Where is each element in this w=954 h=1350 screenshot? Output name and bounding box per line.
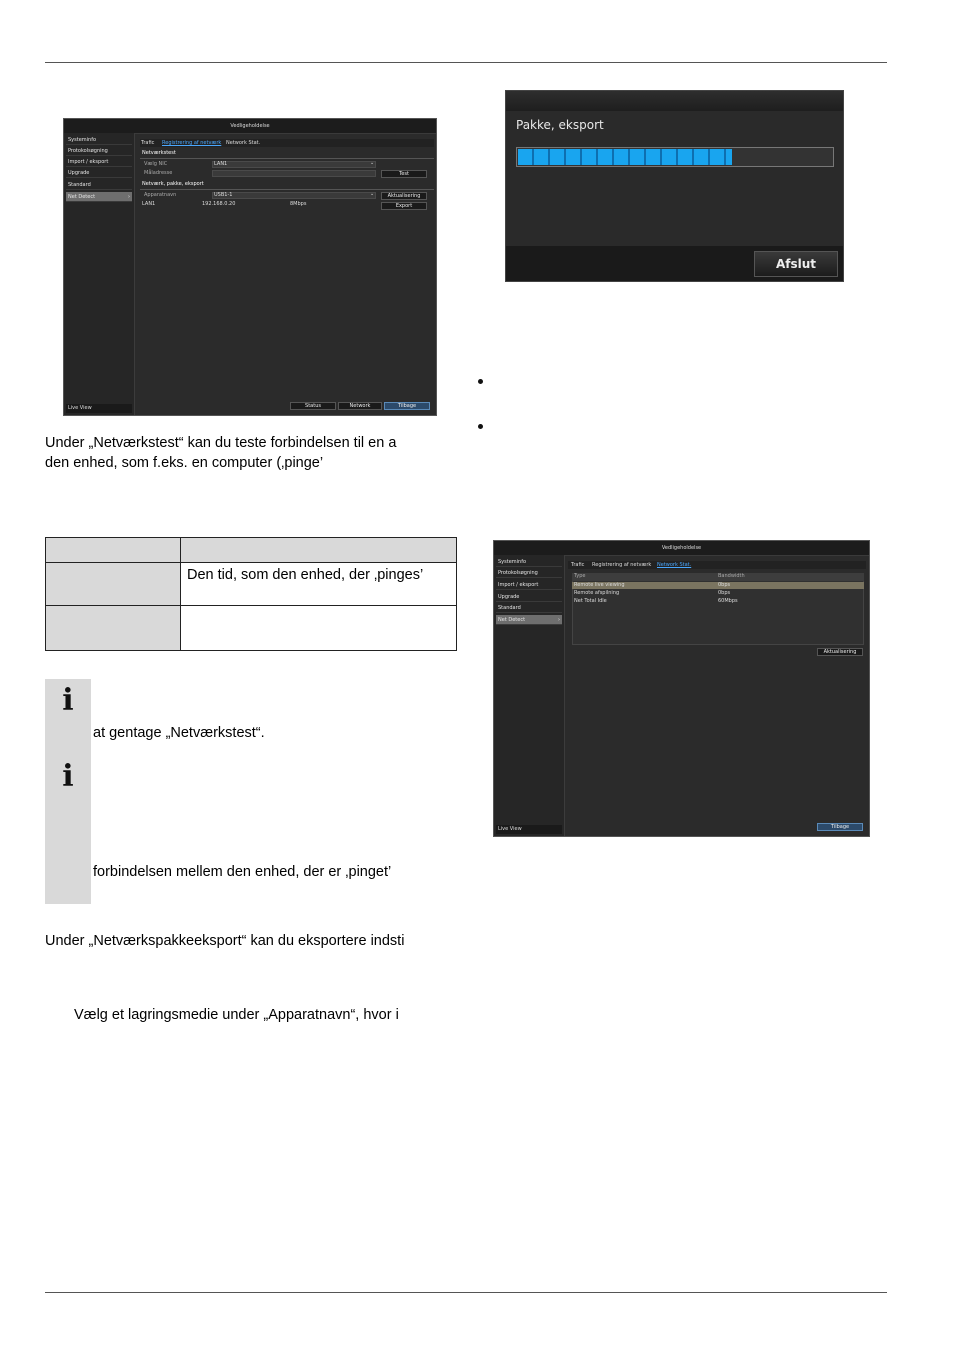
sidebar xyxy=(494,555,565,836)
bullet-dot xyxy=(478,424,483,429)
progress-bar xyxy=(516,147,834,167)
sidebar-item-net-detect[interactable] xyxy=(66,192,132,202)
sidebar-item-upgrade[interactable]: Upgrade xyxy=(66,168,132,178)
sidebar-item-standard[interactable]: Standard xyxy=(66,180,132,190)
progress-fill xyxy=(518,149,732,165)
paragraph-vaelg: Vælg et lagringsmedie under „Apparatnavn“, hvor i xyxy=(74,1007,399,1023)
nic-value: LAN1 xyxy=(214,161,228,167)
tab-network-stat[interactable]: Network Stat. xyxy=(657,562,692,568)
paragraph-netvaerkstest-line1: Under „Netværkstest“ kan du teste forbindelsen til en a xyxy=(45,435,397,451)
label-nic: Vælg NIC xyxy=(144,161,168,167)
lan-name: LAN1 xyxy=(142,201,156,207)
screenshot-network-stat xyxy=(493,540,870,837)
lan-ip: 192.168.0.20 xyxy=(202,201,236,207)
table-row-type[interactable]: Remote afspilning xyxy=(574,590,620,596)
network-button[interactable]: Network xyxy=(338,402,382,410)
afslut-button[interactable]: Afslut xyxy=(754,251,838,277)
table-row-bandwidth: 0bps xyxy=(718,582,731,588)
tab-trafic[interactable]: Trafic xyxy=(571,562,585,568)
sidebar xyxy=(64,133,135,415)
divider xyxy=(140,189,434,190)
footer-rule xyxy=(45,1292,887,1293)
table-value-cell: Den tid, som den enhed, der ‚pinges’ xyxy=(181,563,457,606)
table-label-cell xyxy=(46,563,181,606)
dialog-title: Pakke, eksport xyxy=(516,118,604,132)
refresh-button[interactable]: Aktualisering xyxy=(817,648,863,656)
live-view-button[interactable]: Live View xyxy=(496,825,562,834)
table-row-bandwidth: 60Mbps xyxy=(718,598,738,604)
sidebar-item-net-detect[interactable] xyxy=(496,615,562,625)
note1-text: at gentage „Netværkstest“. xyxy=(93,725,265,741)
sidebar-item-import-eksport[interactable]: Import / eksport xyxy=(496,580,562,590)
label-device: Apparatnavn xyxy=(144,192,177,198)
target-address-input[interactable] xyxy=(212,170,376,177)
status-button[interactable]: Status xyxy=(290,402,336,410)
tab-network-stat[interactable]: Network Stat. xyxy=(226,140,261,146)
refresh-button[interactable]: Aktualisering xyxy=(381,192,427,200)
window-title: Vedligeholdelse xyxy=(64,119,436,134)
table-header-cell xyxy=(181,538,457,563)
chevron-down-icon: ⌄ xyxy=(370,191,375,197)
device-select[interactable] xyxy=(212,192,376,199)
window-title: Vedligeholdelse xyxy=(494,541,869,556)
sidebar-item-systeminfo[interactable]: Systeminfo xyxy=(496,557,562,567)
section-netvaerkstest: Netværkstest xyxy=(142,150,176,156)
sidebar-item-import-eksport[interactable]: Import / eksport xyxy=(66,157,132,167)
tab-registrering[interactable]: Registrering af netværk xyxy=(162,140,222,146)
column-type: Type xyxy=(574,573,586,579)
test-button[interactable]: Test xyxy=(381,170,427,178)
paragraph-export: Under „Netværkspakkeeksport“ kan du eksportere indsti xyxy=(45,933,405,949)
back-button[interactable]: Tilbage xyxy=(384,402,430,410)
info-icon: i xyxy=(62,759,74,794)
sidebar-item-standard[interactable]: Standard xyxy=(496,603,562,613)
device-value: USB1-1 xyxy=(214,192,233,198)
sidebar-item-label: Net Detect xyxy=(68,194,96,200)
screenshot-export-dialog xyxy=(505,90,844,282)
export-button[interactable]: Export xyxy=(381,202,427,210)
table-label-cell xyxy=(46,606,181,651)
table-header-cell xyxy=(46,538,181,563)
info-table xyxy=(45,537,457,651)
screenshot-net-detect xyxy=(63,118,437,416)
divider xyxy=(140,158,434,159)
sidebar-item-systeminfo[interactable]: Systeminfo xyxy=(66,135,132,145)
tab-trafic[interactable]: Trafic xyxy=(141,140,155,146)
column-bandwidth: Bandwidth xyxy=(718,573,745,579)
nic-select[interactable] xyxy=(212,161,376,168)
chevron-down-icon: ⌄ xyxy=(370,160,375,166)
table-value-cell xyxy=(181,606,457,651)
live-view-button[interactable]: Live View xyxy=(66,404,132,413)
table-row-bandwidth: 0bps xyxy=(718,590,731,596)
info-icon: i xyxy=(62,683,74,718)
note2-text: forbindelsen mellem den enhed, der er ‚pinget’ xyxy=(93,864,392,880)
lan-speed: 8Mbps xyxy=(290,201,307,207)
sidebar-item-upgrade[interactable]: Upgrade xyxy=(496,592,562,602)
note-sidebar xyxy=(45,679,91,904)
table-row-type[interactable]: Net Total Idle xyxy=(574,598,607,604)
label-target: Måladresse xyxy=(144,170,173,176)
sidebar-item-protokolsogning[interactable]: Protokolsøgning xyxy=(66,146,132,156)
header-rule xyxy=(45,62,887,63)
back-button[interactable]: Tilbage xyxy=(817,823,863,831)
chevron-right-icon: › xyxy=(558,617,560,623)
paragraph-netvaerkstest-line2: den enhed, som f.eks. en computer (‚pinge’ xyxy=(45,455,324,471)
table-row-type[interactable]: Remote live viewing xyxy=(574,582,625,588)
dialog-titlebar xyxy=(506,91,843,111)
sidebar-item-protokolsogning[interactable]: Protokolsøgning xyxy=(496,568,562,578)
sidebar-item-label: Net Detect xyxy=(498,617,526,623)
bullet-dot xyxy=(478,379,483,384)
section-export: Netværk, pakke, eksport xyxy=(142,181,204,187)
tab-registrering[interactable]: Registrering af netværk xyxy=(592,562,652,568)
chevron-right-icon: › xyxy=(128,194,130,200)
